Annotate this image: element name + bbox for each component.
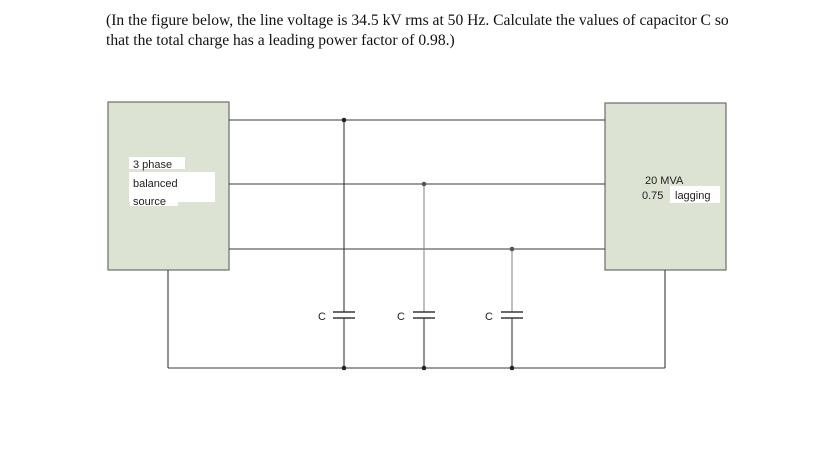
junction-dot-n1 — [342, 366, 347, 371]
junction-dot-n3 — [510, 366, 515, 371]
load-label-lagging: lagging — [675, 190, 711, 202]
junction-dot-a — [342, 118, 347, 123]
capacitor-branch-3 — [501, 247, 523, 371]
problem-line-2: that the total charge has a leading power factor of 0.98.) — [106, 32, 455, 49]
load-label-pf: 0.75 — [642, 190, 664, 202]
source-label-line-2: balanced — [133, 178, 178, 190]
source-label-line-3: source — [133, 196, 167, 208]
capacitor-label-1: C — [318, 311, 326, 323]
junction-dot-c — [510, 247, 515, 252]
capacitor-branch-2 — [413, 182, 435, 371]
problem-line-1: (In the figure below, the line voltage is 34.5 kV rms at 50 Hz. Calculate the values of capacitor C so — [106, 12, 729, 29]
capacitor-branch-1 — [333, 118, 355, 371]
junction-dot-b — [422, 182, 427, 187]
load-label-line-1: 20 MVA — [645, 175, 684, 187]
capacitor-label-3: C — [485, 311, 493, 323]
source-label-line-1: 3 phase — [133, 159, 173, 171]
junction-dot-n2 — [422, 366, 427, 371]
capacitor-label-2: C — [397, 311, 405, 323]
